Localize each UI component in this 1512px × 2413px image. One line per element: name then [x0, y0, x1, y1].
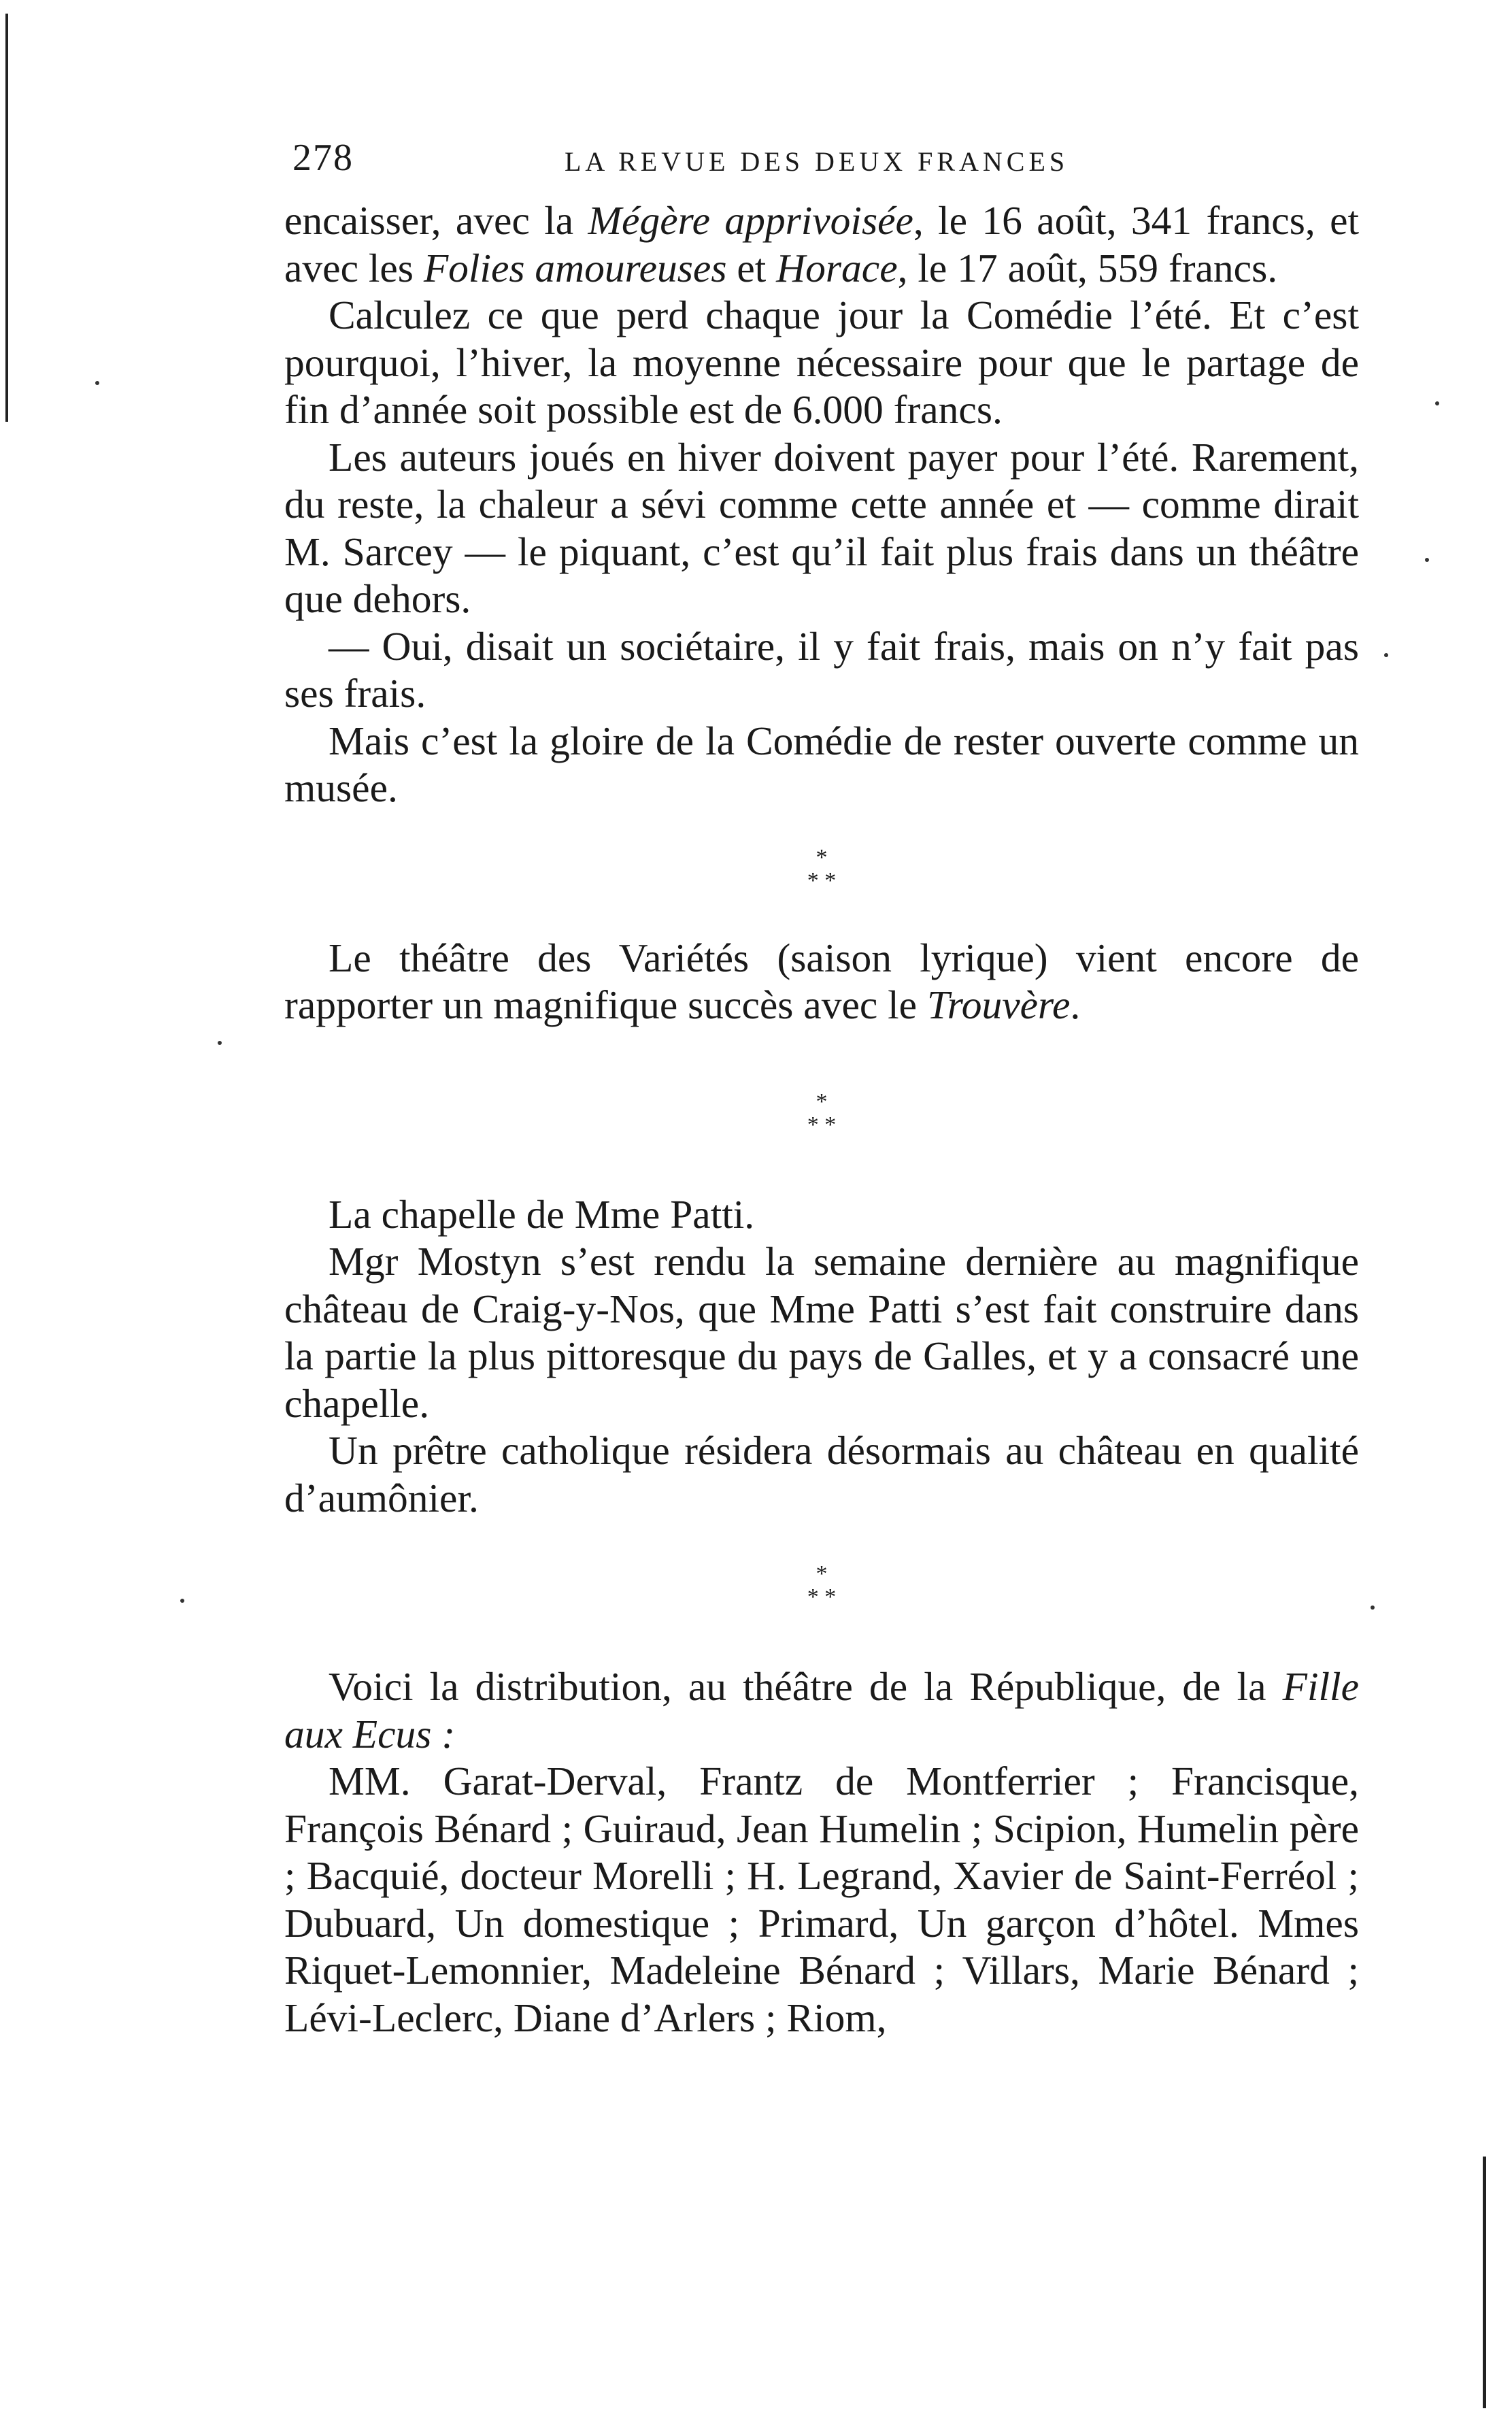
- scan-speck: [1435, 401, 1439, 405]
- right-margin-rule: [1483, 2157, 1486, 2408]
- scan-speck: [1384, 653, 1388, 657]
- text-run: , le 16 août, 341 francs, et avec les: [284, 198, 1360, 290]
- asterism-bottom: * *: [807, 1112, 837, 1137]
- scan-speck: [95, 381, 99, 385]
- italic-title: Mégère apprivoisée: [588, 198, 913, 243]
- paragraph: MM. Garat-Derval, Frantz de Montferrier ; Francisque, François Bénard ; Guiraud, Jean Humelin ; Scipion, Humelin père ; Bacquié, docteur Morelli ; H. Legrand, Xavier de Saint-Ferréol ; Dubuard, Un domestique ; Primard, Un garçon d’hôtel. Mmes Riquet-Lemonnier, Madeleine Bénard ; Villars, Marie Bénard ; Lévi-Leclerc, Diane d’Arlers ; Riom,: [284, 1759, 1359, 2040]
- asterism-bottom: * *: [807, 867, 837, 893]
- text-run: encaisser, avec la: [284, 198, 588, 243]
- italic-title: Trouvère: [926, 982, 1071, 1027]
- paragraph: Mais c’est la gloire de la Comédie de rester ouverte comme un musée.: [284, 718, 1359, 810]
- text-run: et: [726, 245, 777, 290]
- page-header: [292, 136, 1367, 184]
- page-number: 278: [292, 137, 354, 179]
- scan-speck: [218, 1041, 222, 1045]
- paragraph: [284, 935, 1359, 1029]
- italic-title: Fille aux Ecus :: [284, 1664, 1359, 1757]
- left-margin-rule: [5, 14, 8, 422]
- italic-title: Horace: [776, 245, 898, 290]
- scan-speck: [180, 1599, 184, 1603]
- paragraph: Mgr Mostyn s’est rendu la semaine dernière au magnifique château de Craig-y-Nos, que Mme Patti s’est fait construire dans la partie la plus pittoresque du pays de Galles, et y a consacré une chapelle.: [284, 1239, 1359, 1426]
- text-run: Le théâtre des Variétés (saison lyrique) vient encore de rapporter un magnifique succès avec le: [284, 935, 1359, 1027]
- section-asterism: [284, 1563, 1359, 1609]
- running-title: LA REVUE DES DEUX FRANCES: [565, 146, 1069, 177]
- paragraph: [284, 197, 1359, 292]
- paragraph: Un prêtre catholique résidera désormais au château en qualité d’aumônier.: [284, 1428, 1359, 1520]
- scan-speck: [1371, 1605, 1375, 1610]
- text-run: , le 17 août, 559 francs.: [897, 245, 1278, 290]
- text-run: .: [1070, 982, 1081, 1027]
- italic-title: Folies amoureuses: [423, 245, 727, 290]
- paragraph: Les auteurs joués en hiver doivent payer pour l’été. Rarement, du reste, la chaleur a sévi comme cette année et — comme dirait M. Sarcey — le piquant, c’est qu’il fait plus frais dans un théâtre que dehors.: [284, 434, 1359, 621]
- asterism-top: *: [816, 844, 828, 870]
- asterism-top: *: [816, 1088, 828, 1114]
- paragraph: Calculez ce que perd chaque jour la Comédie l’été. Et c’est pourquoi, l’hiver, la moyenne nécessaire pour que le partage de fin d’année soit possible est de 6.000 francs.: [284, 293, 1359, 432]
- asterism-top: *: [816, 1561, 828, 1586]
- section-asterism: [284, 1088, 1359, 1137]
- paragraph: La chapelle de Mme Patti.: [329, 1191, 755, 1237]
- scan-speck: [1425, 558, 1429, 562]
- paragraph: [284, 1663, 1359, 1758]
- asterism-bottom: * *: [807, 1584, 837, 1610]
- paragraph: — Oui, disait un sociétaire, il y fait frais, mais on n’y fait pas ses frais.: [284, 623, 1359, 716]
- section-asterism: [284, 846, 1359, 893]
- text-run: Voici la distribution, au théâtre de la République, de la: [329, 1664, 1283, 1709]
- body-text: [284, 197, 1359, 2042]
